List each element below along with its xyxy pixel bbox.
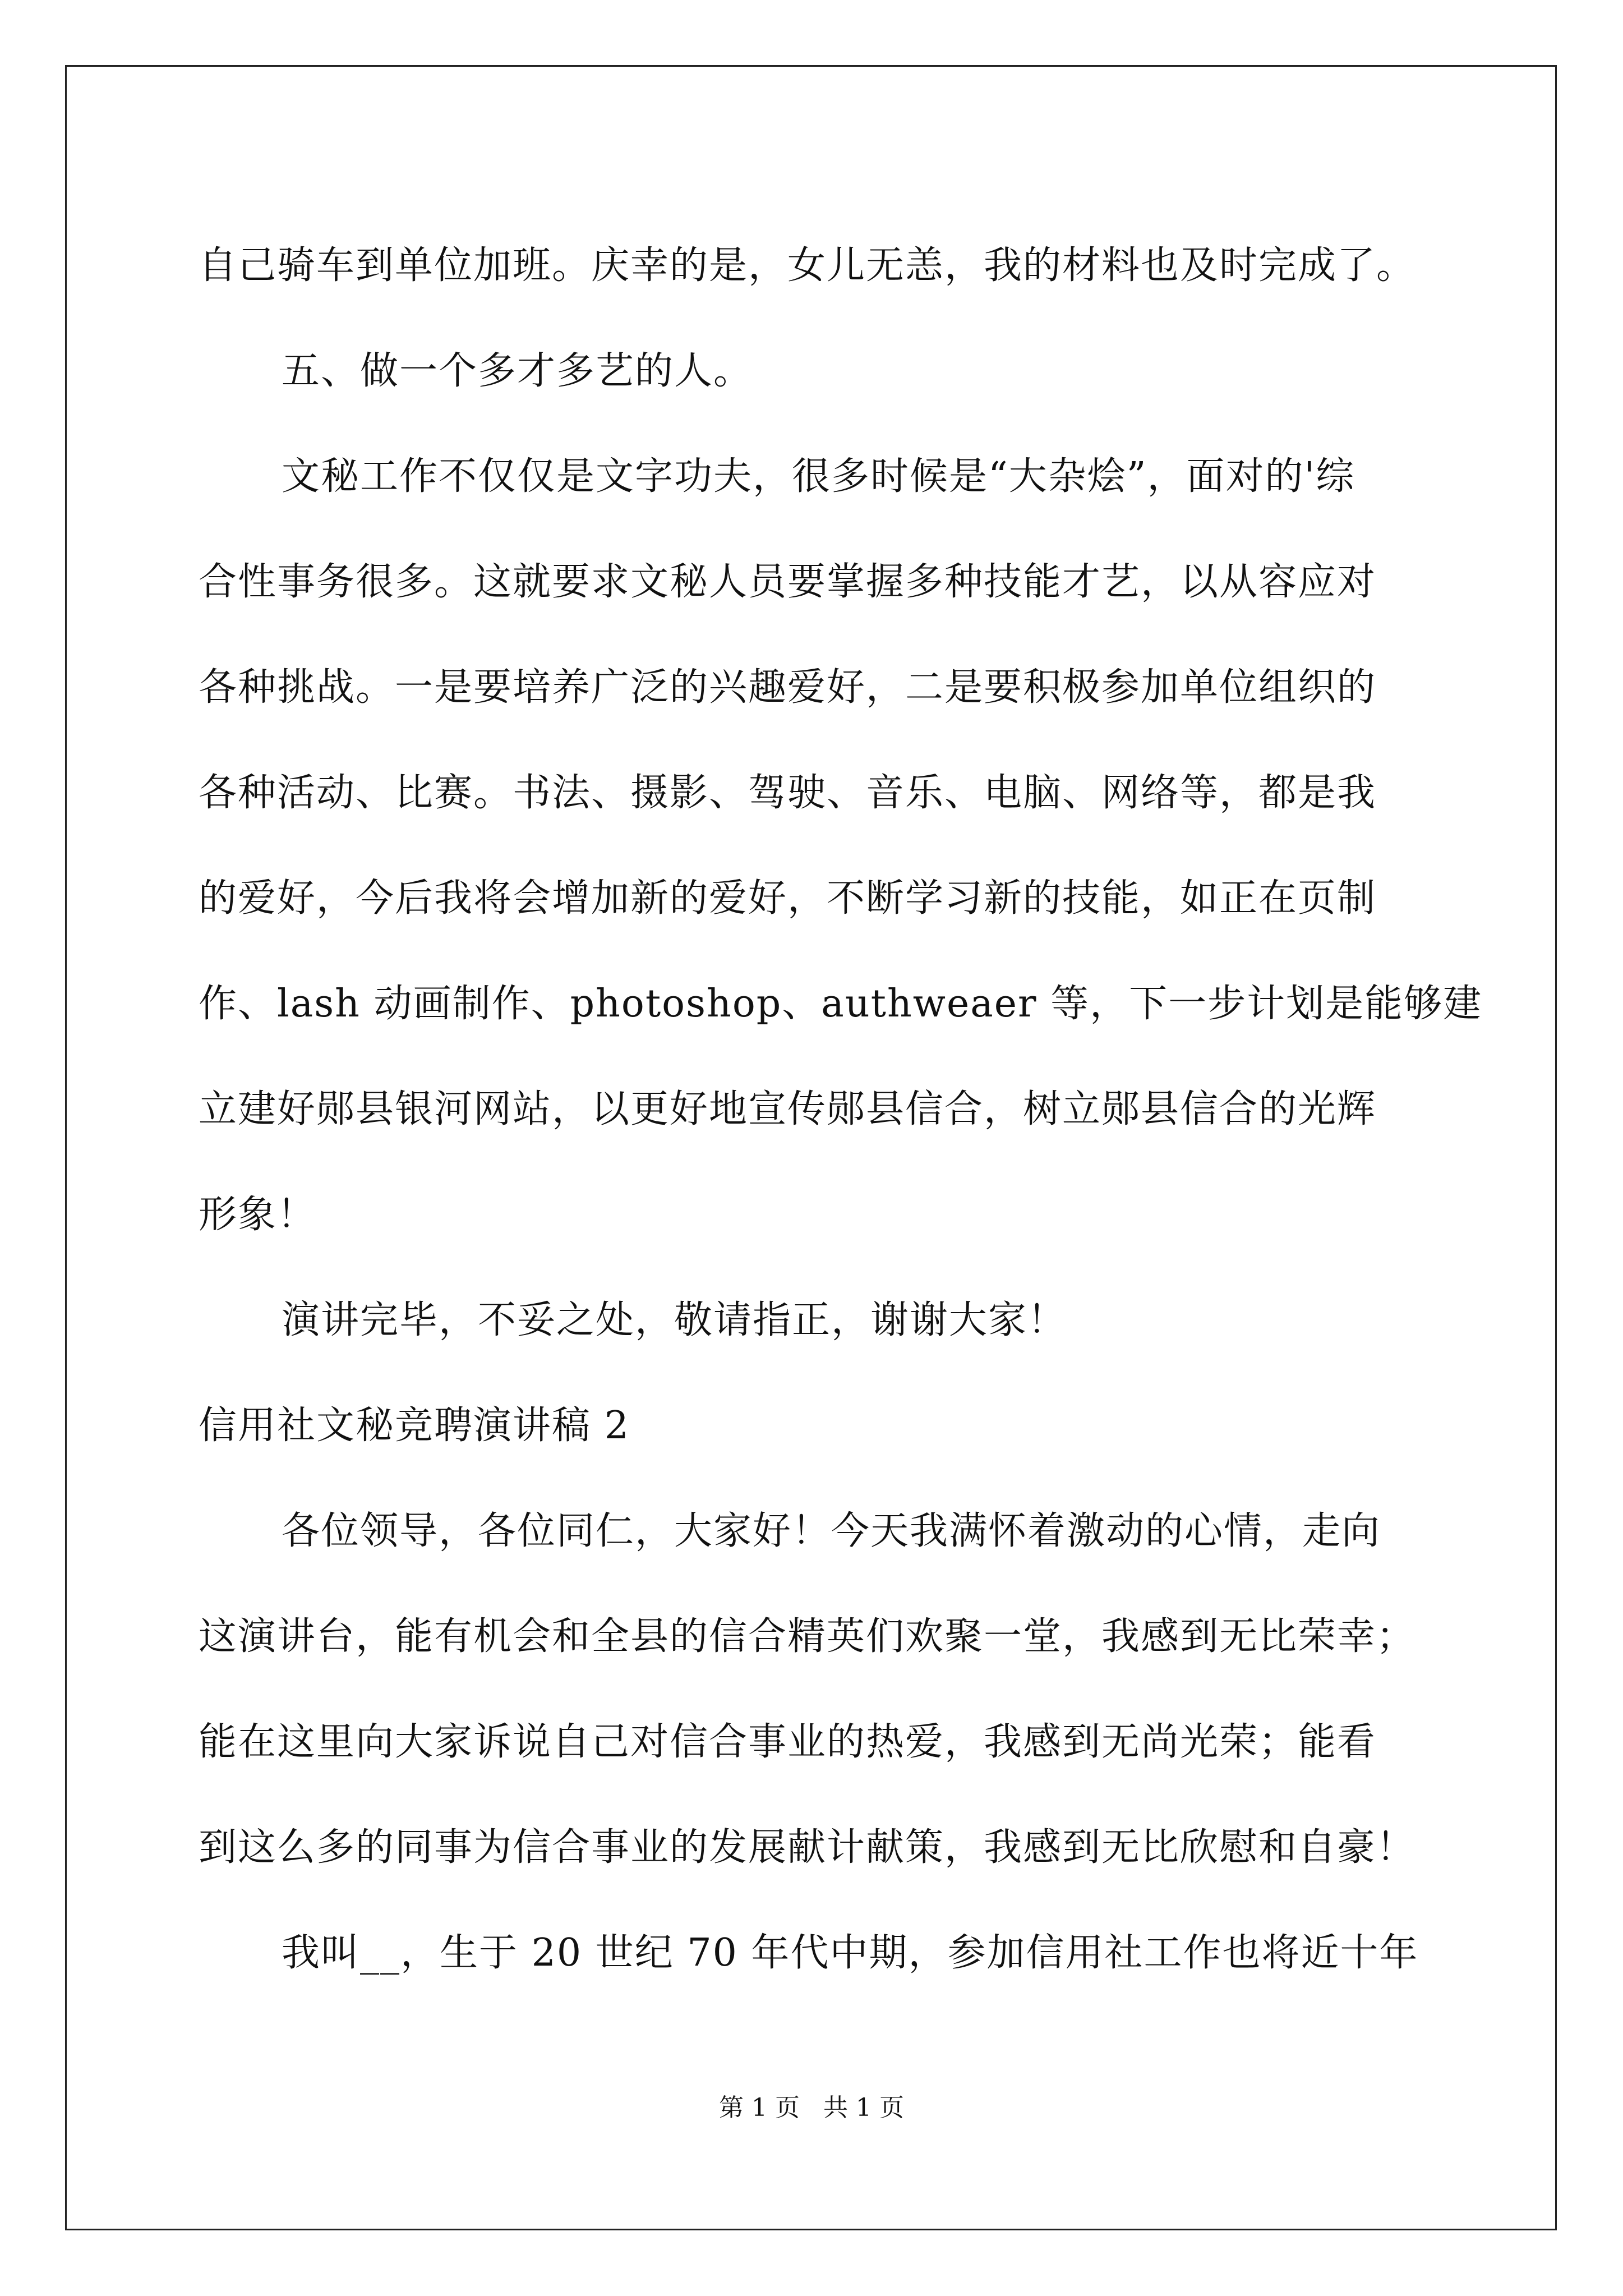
paragraph-line: 各位领导，各位同仁，大家好！今天我满怀着激动的心情，走向: [282, 1509, 1381, 1553]
paragraph-line: 合性事务很多。这就要求文秘人员要掌握多种技能才艺，以从容应对: [199, 560, 1377, 604]
closing-line: 演讲完毕，不妥之处，敬请指正，谢谢大家！: [282, 1298, 1067, 1342]
paragraph-line: 这演讲台，能有机会和全县的信合精英们欢聚一堂，我感到无比荣幸；: [199, 1614, 1416, 1659]
section-heading-line: 五、做一个多才多艺的人。: [282, 349, 753, 393]
paragraph-line: 立建好郧县银河网站，以更好地宣传郧县信合，树立郧县信合的光辉: [199, 1087, 1377, 1131]
paragraph-line: 形象！: [199, 1193, 317, 1237]
document-body: [199, 213, 1483, 2006]
paragraph-line: 到这么多的同事为信合事业的发展献计献策，我感到无比欣慰和自豪！: [199, 1825, 1416, 1870]
paragraph-line: 文秘工作不仅仅是文字功夫，很多时候是“大杂烩”，面对的'综: [282, 454, 1355, 499]
paragraph-line: 各种活动、比赛。书法、摄影、驾驶、音乐、电脑、网络等，都是我: [199, 771, 1377, 815]
paragraph-line: 自己骑车到单位加班。庆幸的是，女儿无恙，我的材料也及时完成了。: [199, 243, 1416, 288]
paragraph-line: 能在这里向大家诉说自己对信合事业的热爱，我感到无尚光荣；能看: [199, 1720, 1377, 1764]
paragraph-line: 我叫__，生于 20 世纪 70 年代中期，参加信用社工作也将近十年: [282, 1931, 1419, 1975]
paragraph-line: 各种挑战。一是要培养广泛的兴趣爱好，二是要积极参加单位组织的: [199, 665, 1377, 710]
paragraph-line: 的爱好，今后我将会增加新的爱好，不断学习新的技能，如正在页制: [199, 876, 1377, 921]
page-number-footer: 第 1 页 共 1 页: [719, 2093, 904, 2122]
section-title: 信用社文秘竞聘演讲稿 2: [199, 1404, 630, 1448]
paragraph-line: 作、lash 动画制作、photoshop、authweaer 等，下一步计划是能够建: [199, 982, 1483, 1026]
